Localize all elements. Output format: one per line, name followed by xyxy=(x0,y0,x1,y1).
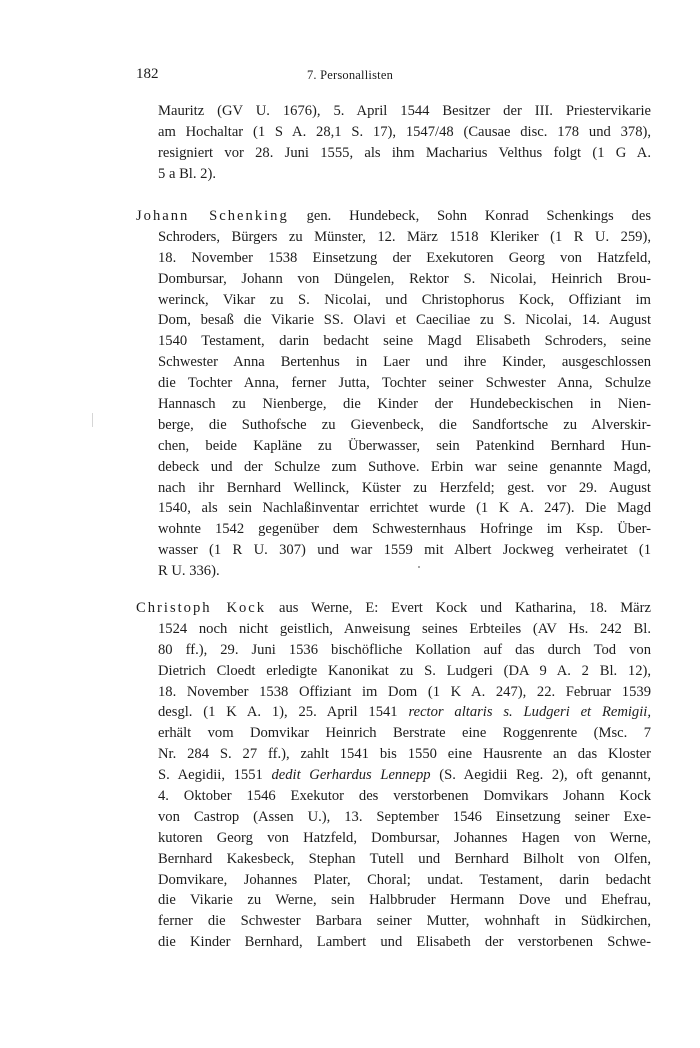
text-line: Bernhard Kakesbeck, Stephan Tutell und Bernhard Bilholt von Olfen, xyxy=(158,850,651,867)
text-line: Mauritz (GV U. 1676), 5. April 1544 Besitzer der III. Priestervikarie xyxy=(158,103,651,119)
text-line: von Castrop (Assen U.), 13. September 1546 Einsetzung seiner Exe- xyxy=(158,808,651,825)
text-line xyxy=(136,765,651,786)
text-segment: desgl. (1 K A. 1), 25. April 1541 xyxy=(158,704,409,721)
text-line: erhält vom Domvikar Heinrich Berstrate eine Roggenrente (Msc. 7 xyxy=(158,725,651,742)
text-line: resigniert vor 28. Juni 1555, als ihm Macharius Velthus folgt (1 G A. xyxy=(158,144,651,161)
text-line: 1524 noch nicht geistlich, Anweisung seines Erbteiles (AV Hs. 242 Bl. xyxy=(158,620,651,637)
text-line: Schwester Anna Bertenhus in Laer und ihre Kinder, ausgeschlossen xyxy=(158,354,651,371)
latin-phrase: dedit Gerhardus Lennepp xyxy=(271,767,431,784)
scan-margin-mark xyxy=(92,413,93,427)
text-line: 80 ff.), 29. Juni 1536 bischöfliche Kollation auf das durch Tod von xyxy=(158,641,651,658)
text-segment: S. Aegidii, 1551 xyxy=(158,767,272,784)
entry-first-line xyxy=(136,598,651,619)
text-line: chen, beide Kapläne zu Überwasser, sein Patenkind Bernhard Hun- xyxy=(158,437,651,454)
text-line: berge, die Suthofsche zu Gievenbeck, die Sandfortsche zu Alverskir- xyxy=(158,416,651,433)
text-line: die Kinder Bernhard, Lambert und Elisabeth der verstorbenen Schwe- xyxy=(158,934,651,951)
text-line: 4. Oktober 1546 Exekutor des verstorbenen Domvikars Johann Kock xyxy=(158,788,651,805)
text-line: 1540 Testament, darin bedacht seine Magd Elisabeth Schroders, seine xyxy=(158,333,651,350)
entry-christoph-kock xyxy=(136,598,651,953)
text-segment: (S. Aegidii Reg. 2), oft genannt, xyxy=(430,767,651,784)
text-line: Schroders, Bürgers zu Münster, 12. März 1518 Kleriker (1 R U. 259), xyxy=(158,228,651,245)
text-line: am Hochaltar (1 S A. 28,1 S. 17), 1547/48 (Causae disc. 178 und 378), xyxy=(158,123,651,140)
text-line: die Tochter Anna, ferner Jutta, Tochter seiner Schwester Anna, Schulze xyxy=(158,375,651,392)
text-line: debeck und der Schulze zum Suthove. Erbin war seine genannte Magd, xyxy=(158,458,651,475)
text-line: die Vikarie zu Werne, sein Halbbruder Hermann Dove und Ehefrau, xyxy=(158,892,651,909)
entry-continuation xyxy=(136,101,651,185)
text-line: Domvikare, Johannes Plater, Choral; undat. Testament, darin bedacht xyxy=(158,871,651,888)
running-head: 7. Personallisten xyxy=(306,68,394,82)
text-line: 5 a Bl. 2). xyxy=(158,165,216,182)
text-line: kutoren Georg von Hatzfeld, Dombursar, Johannes Hagen von Werne, xyxy=(158,829,651,846)
text-line: Nr. 284 S. 27 ff.), zahlt 1541 bis 1550 eine Hausrente an das Kloster xyxy=(158,746,651,763)
text-line: Hannasch zu Nienberge, die Kinder der Hundebeckischen in Nien- xyxy=(158,396,651,413)
entry-first-text: gen. Hundebeck, Sohn Konrad Schenkings des xyxy=(288,208,652,224)
text-line: ferner die Schwester Barbara seiner Mutter, wohnhaft in Südkirchen, xyxy=(158,913,651,930)
text-line: 1540, als sein Nachlaßinventar errichtet wurde (1 K A. 247). Die Magd xyxy=(158,500,651,517)
entry-name: Johann Schenking xyxy=(136,208,289,224)
scan-speck xyxy=(418,566,420,568)
text-line: Dom, besaß die Vikarie SS. Olavi et Caeciliae zu S. Nicolai, 14. August xyxy=(158,312,651,329)
entry-johann-schenking xyxy=(136,206,651,582)
text-line: Dietrich Cloedt erledigte Kanonikat zu S. Ludgeri (DA 9 A. 2 Bl. 12), xyxy=(158,662,651,679)
text-line: Dombursar, Johann von Düngelen, Rektor S. Nicolai, Heinrich Brou- xyxy=(158,270,651,287)
entry-name: Christoph Kock xyxy=(136,600,267,616)
text-line xyxy=(136,702,651,723)
text-line: wasser (1 R U. 307) und war 1559 mit Albert Jockweg verheiratet (1 xyxy=(158,542,651,559)
latin-phrase: rector altaris s. Ludgeri et Remigii, xyxy=(408,704,651,721)
text-line: werinck, Vikar zu S. Nicolai, und Christophorus Kock, Offiziant im xyxy=(158,291,651,308)
entry-first-line xyxy=(136,206,651,227)
text-line: 18. November 1538 Offiziant im Dom (1 K A. 247), 22. Februar 1539 xyxy=(158,683,651,700)
page-number: 182 xyxy=(136,66,159,82)
text-line: nach ihr Bernhard Wellinck, Küster zu Herzfeld; gest. vor 29. August xyxy=(158,479,651,496)
text-line: wohnte 1542 gegenüber dem Schwesternhaus Hofringe im Ksp. Über- xyxy=(158,521,651,538)
entry-first-text: aus Werne, E: Evert Kock und Katharina, 18. März xyxy=(266,600,651,616)
text-line: R U. 336). xyxy=(158,563,220,580)
text-line: 18. November 1538 Einsetzung der Exekutoren Georg von Hatzfeld, xyxy=(158,249,651,266)
